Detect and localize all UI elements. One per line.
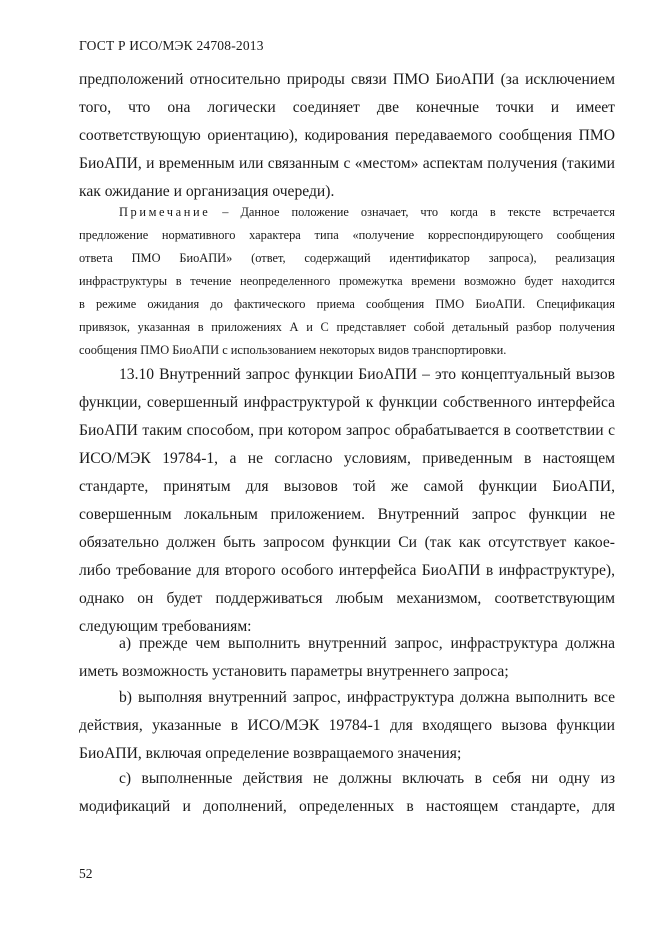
note-line: сообщения ПМО БиоАПИ с использованием некоторых видов транспортировки. <box>79 343 507 357</box>
list-item-a <box>79 630 615 686</box>
note-line: предложение нормативного характера типа «получение корреспондирующего сообщения <box>79 228 615 242</box>
text-line: БиоАПИ, включая определение возвращаемого значения; <box>79 745 462 762</box>
section-heading-line: 13.10 Внутренний запрос функции БиоАПИ – это концептуальный вызов <box>119 366 615 383</box>
text-line: обязательно должен быть запросом функции Си (так как отсутствует какое- <box>79 534 615 551</box>
text-line: того, что она логически соединяет две конечные точки и имеет <box>79 99 615 116</box>
text-line: модификаций и дополнений, определенных в настоящем стандарте, для <box>79 798 615 815</box>
text-line: функции, совершенный инфраструктурой к функции собственного интерфейса <box>79 394 615 411</box>
note-first-line <box>79 201 615 224</box>
note-line: привязок, указанная в приложениях А и С представляет собой детальный разбор получения <box>79 320 615 334</box>
note-first-line-text: – Данное положение означает, что когда в тексте встречается <box>210 205 615 219</box>
text-line: а) прежде чем выполнить внутренний запрос, инфраструктура должна <box>119 635 615 652</box>
note-label: Примечание <box>119 205 211 219</box>
text-line: однако он будет поддерживаться любым механизмом, соответствующим <box>79 590 615 607</box>
text-line: как ожидание и организация очереди). <box>79 183 335 200</box>
text-line: действия, указанные в ИСО/МЭК 19784-1 для входящего вызова функции <box>79 717 615 734</box>
note-line: ответа ПМО БиоАПИ» (ответ, содержащий идентификатор запроса), реализация <box>79 251 615 265</box>
text-line: БиоАПИ таким способом, при котором запрос обрабатывается в соответствии с <box>79 422 615 439</box>
text-line: либо требование для второго особого интерфейса БиоАПИ в инфраструктуре), <box>79 562 615 579</box>
note-paragraph <box>79 201 615 362</box>
note-line: в режиме ожидания до фактического приема сообщения ПМО БиоАПИ. Спецификация <box>79 297 615 311</box>
note-line: инфраструктуры в течение неопределенного промежутка времени возможно будет находится <box>79 274 615 288</box>
text-line: соответствующую ориентацию), кодирования передаваемого сообщения ПМО <box>79 127 615 144</box>
text-line: следующим требованиям: <box>79 618 252 635</box>
page-number: 52 <box>79 866 93 881</box>
text-line: иметь возможность установить параметры внутреннего запроса; <box>79 663 509 680</box>
text-line: совершенным локальным приложением. Внутренний запрос функции не <box>79 506 615 523</box>
text-line: c) выполненные действия не должны включать в себя ни одну из <box>119 770 615 787</box>
text-line: ИСО/МЭК 19784-1, а не согласно условиям, приведенным в настоящем <box>79 450 615 467</box>
list-item-b <box>79 684 615 768</box>
text-line: b) выполняя внутренний запрос, инфраструктура должна выполнить все <box>119 689 615 706</box>
intro-paragraph <box>79 66 615 206</box>
text-line: предположений относительно природы связи ПМО БиоАПИ (за исключением <box>79 71 615 88</box>
section-13-10-paragraph <box>79 361 615 641</box>
text-line: стандарте, принятым для вызовов той же самой функции БиоАПИ, <box>79 478 615 495</box>
text-line: БиоАПИ, и временным или связанным с «местом» аспектам получения (такими <box>79 155 615 172</box>
list-item-c <box>79 765 615 821</box>
document-header: ГОСТ Р ИСО/МЭК 24708-2013 <box>79 38 264 53</box>
